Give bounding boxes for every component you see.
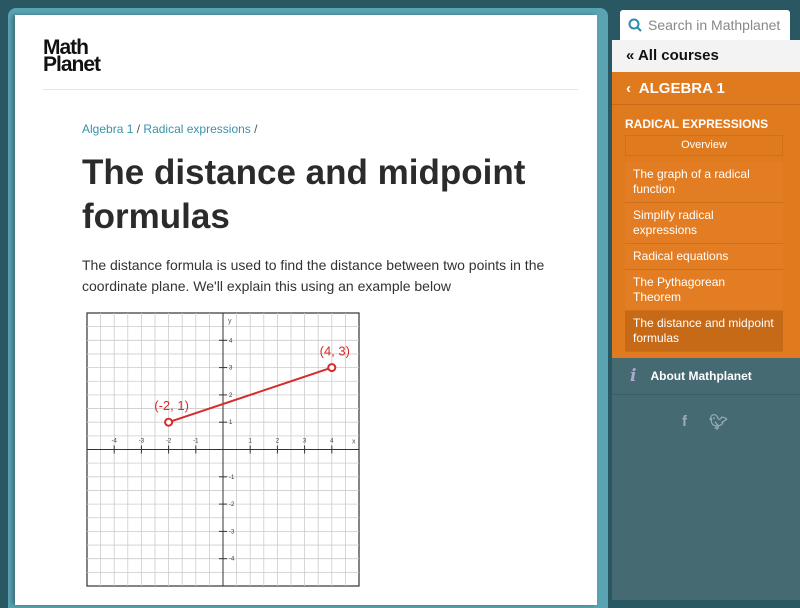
- mathplanet-logo[interactable]: Math Planet: [43, 36, 101, 76]
- lesson-link[interactable]: The Pythagorean Theorem: [625, 270, 783, 311]
- x-tick-label: 4: [330, 438, 334, 445]
- course-back-link[interactable]: ‹ ALGEBRA 1: [612, 72, 800, 105]
- breadcrumb-algebra-1[interactable]: Algebra 1: [82, 122, 134, 136]
- breadcrumb: [82, 122, 257, 136]
- data-point: [328, 364, 335, 371]
- x-tick-label: 3: [302, 438, 307, 445]
- about-link[interactable]: [612, 358, 800, 395]
- about-label: About Mathplanet: [650, 369, 752, 383]
- lesson-link[interactable]: Simplify radical expressions: [625, 203, 783, 244]
- info-icon: i: [630, 366, 637, 386]
- y-tick-label: -1: [229, 474, 235, 481]
- lesson-link[interactable]: Radical equations: [625, 244, 783, 270]
- x-tick-label: -4: [111, 438, 117, 445]
- lesson-link[interactable]: The graph of a radical function: [625, 162, 783, 203]
- twitter-icon[interactable]: 🐦︎: [709, 414, 729, 431]
- y-tick-label: -2: [229, 502, 235, 509]
- all-courses-link[interactable]: « All courses: [612, 40, 800, 72]
- x-tick-label: -1: [193, 438, 199, 445]
- course-label: ALGEBRA 1: [638, 80, 725, 97]
- x-tick-label: -2: [165, 438, 172, 445]
- point-label: (4, 3): [319, 343, 350, 359]
- sidebar: [612, 0, 800, 600]
- intro-text: The distance formula is used to find the distance between two points in the coordinate plane. We'll explain this using an example below: [82, 257, 545, 294]
- lesson-list: [625, 162, 783, 352]
- x-axis-label: x: [352, 438, 356, 446]
- content-page: [15, 15, 597, 605]
- search-placeholder: Search in Mathplanet: [648, 17, 781, 33]
- section-heading: RADICAL EXPRESSIONS: [625, 117, 769, 131]
- x-tick-label: 1: [248, 438, 252, 445]
- breadcrumb-sep: /: [254, 122, 258, 136]
- y-tick-label: 1: [229, 420, 233, 427]
- data-point: [165, 419, 172, 426]
- search-input[interactable]: [620, 10, 790, 40]
- search-wrapper: [612, 0, 800, 40]
- y-tick-label: -4: [229, 556, 235, 563]
- search-icon: [628, 18, 642, 32]
- y-tick-label: 2: [229, 392, 233, 399]
- divider: [43, 89, 578, 90]
- y-tick-label: 4: [229, 338, 233, 345]
- breadcrumb-sep: /: [136, 122, 141, 136]
- y-tick-label: -3: [229, 529, 235, 536]
- page-title: The distance and midpoint formulas: [82, 153, 526, 236]
- course-menu: [612, 72, 800, 358]
- y-tick-label: 3: [229, 365, 233, 372]
- breadcrumb-radical-expressions[interactable]: Radical expressions: [143, 122, 251, 136]
- x-tick-label: -3: [138, 438, 145, 445]
- x-tick-label: 2: [275, 438, 280, 445]
- lesson-link-active[interactable]: The distance and midpoint formulas: [625, 311, 783, 352]
- social-links: [682, 413, 800, 431]
- point-label: (-2, 1): [154, 398, 189, 414]
- facebook-icon[interactable]: f: [682, 413, 687, 430]
- y-axis-label: y: [228, 318, 232, 325]
- overview-link[interactable]: Overview: [625, 135, 783, 156]
- coordinate-graph: [86, 312, 360, 587]
